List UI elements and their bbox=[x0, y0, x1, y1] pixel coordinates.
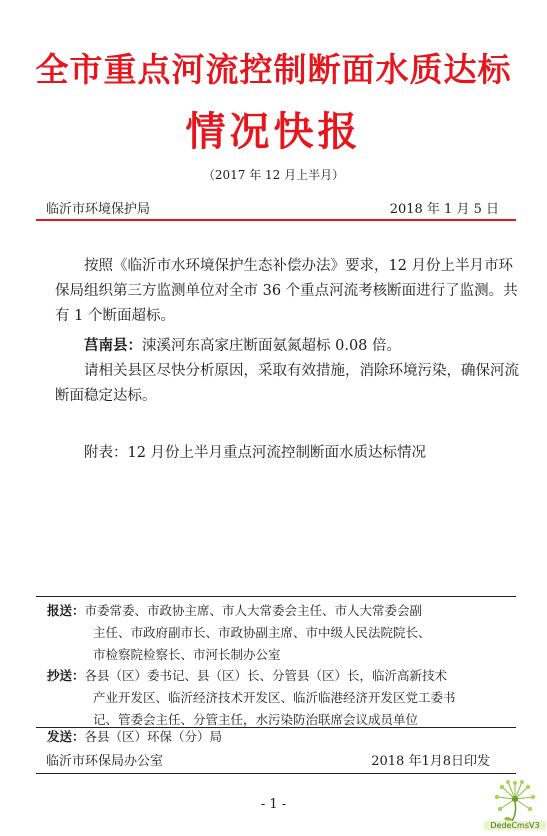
page-number: - 1 - bbox=[260, 797, 287, 812]
office-top-rule bbox=[36, 727, 516, 728]
send-text: 各县（区）环保（分）局 bbox=[84, 729, 223, 744]
distribution-top-rule bbox=[36, 596, 516, 597]
report-to-block bbox=[47, 600, 517, 666]
report-to-label: 报送： bbox=[47, 603, 85, 618]
red-divider bbox=[36, 219, 516, 221]
cc-line1: 各县（区）委书记、县（区）长、分管县（区）长，临沂高新技术 bbox=[84, 668, 448, 683]
county-finding: 涑溪河东高家庄断面氨氮超标 0.08 倍。 bbox=[142, 338, 402, 354]
watermark-text: DedeCmsV3 bbox=[484, 821, 546, 830]
report-title-line2: 情况快报 bbox=[185, 108, 362, 155]
office-bottom-rule bbox=[36, 773, 516, 774]
office-name: 临沂市环保局办公室 bbox=[46, 754, 164, 769]
issue-date: 2018 年 1 月 5 日 bbox=[389, 202, 499, 217]
body-paragraph-1: 按照《临沂市水环境保护生态补偿办法》要求，12 月份上半月市环保局组织第三方监测单位对全市 36 个重点河流考核断面进行了监测。共有 1 个断面超标。 bbox=[55, 258, 518, 324]
issuer-name: 临沂市环境保护局 bbox=[46, 202, 151, 217]
cc-block bbox=[47, 665, 517, 731]
report-to-line2: 主任、市政府副市长、市政协副主席、市中级人民法院院长、 bbox=[93, 625, 431, 640]
attachment-note: 附表：12 月份上半月重点河流控制断面水质达标情况 bbox=[84, 445, 427, 461]
send-block bbox=[47, 726, 517, 748]
cc-line3: 记、管委会主任、分管主任，水污染防治联席会议成员单位 bbox=[93, 712, 419, 727]
body-paragraph-2 bbox=[55, 333, 525, 359]
send-label: 发送： bbox=[47, 729, 85, 744]
print-date: 2018 年1月8日印发 bbox=[371, 754, 490, 769]
report-period: （2017 年 12 月上半月） bbox=[202, 168, 345, 182]
report-to-line1: 市委常委、市政协主席、市人大常委会主任、市人大常委会副 bbox=[84, 603, 423, 618]
county-label: 莒南县： bbox=[84, 337, 142, 354]
body-paragraph-3: 请相关县区尽快分析原因，采取有效措施，消除环境污染，确保河流断面稳定达标。 bbox=[55, 363, 519, 404]
report-to-line3: 市检察院检察长、市河长制办公室 bbox=[93, 647, 281, 662]
report-title-line1: 全市重点河流控制断面水质达标 bbox=[35, 50, 512, 89]
cc-line2: 产业开发区、临沂经济技术开发区、临沂临港经济开发区党工委书 bbox=[93, 690, 456, 705]
cc-label: 抄送： bbox=[47, 668, 85, 683]
